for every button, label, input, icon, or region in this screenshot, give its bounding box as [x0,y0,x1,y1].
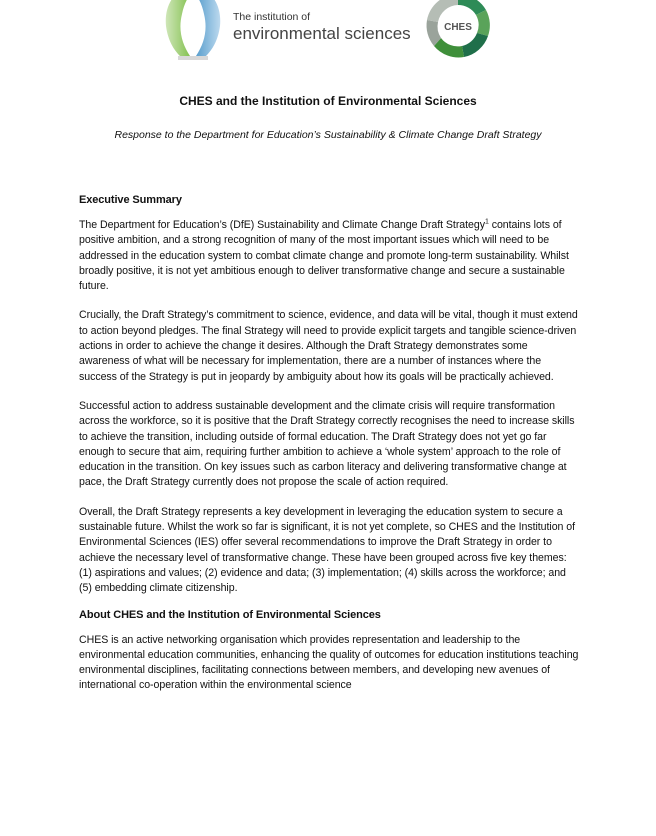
document-header [0,0,656,64]
footnote-marker[interactable]: 1 [484,218,489,226]
about-heading: About CHES and the Institution of Environmental Sciences [79,608,381,621]
ches-logo-icon [424,0,492,60]
ies-logo-line1: The institution of [233,11,311,23]
paragraph-5: CHES is an active networking organisation which provides representation and leadership to the environmental education communities, enhancing the quality of outcomes for education institutions teaching environmental disciplines, facilitating connections between members, and developing new avenues of international co-operation within the environmental science [79,633,579,692]
document-subtitle: Response to the Department for Education’s Sustainability & Climate Change Draft Strategy [114,129,542,141]
ches-logo-text: CHES [444,22,472,33]
paragraph-4: Overall, the Draft Strategy represents a key development in leveraging the education system to secure a sustainable future. Whilst the work so far is significant, it is not yet complete, so CHES and the Institution of Environmental Sciences (IES) offer several recommendations to improve the Draft Strategy in order to achieve the necessary level of transformative change. These have been grouped across five key themes: (1) aspirations and values; (2) evidence and data; (3) implementation; (4) skills across the workforce; and (5) embedding climate citizenship. [79,505,576,595]
paragraph-1-rest: contains lots of positive ambition, and a strong recognition of many of the most important issues which will need to be addressed in the education system to combat climate change and promote long-term sustainability. Whilst broadly positive, it is not yet ambitious enough to deliver transformative change and secure a sustainable future. [79,219,569,293]
document-title: CHES and the Institution of Environmental Sciences [179,94,477,108]
ies-logo-icon [160,0,226,60]
paragraph-1 [79,218,581,294]
ies-logo-line2: environmental sciences [233,23,411,43]
executive-summary-heading: Executive Summary [79,194,182,206]
paragraph-2: Crucially, the Draft Strategy’s commitment to science, evidence, and data will be vital, though it must extend to action beyond pledges. The final Strategy will need to provide explicit targets and tangible science-driven actions in order to achieve the change it desires. Although the Draft Strategy demonstrates some awareness of what will be necessary for implementation, there are a number of instances where the success of the Strategy is put in jeopardy by ambiguity about how its goals will be practically achieved. [79,309,578,383]
document-body [79,194,581,708]
ies-logo-wordmark [233,12,411,42]
paragraph-3: Successful action to address sustainable development and the climate crisis will require transformation across the workforce, so it is positive that the Draft Strategy correctly recognises the need to increase skills to achieve the transition, including outside of formal education. The Draft Strategy does not yet go far enough to secure that aim, requiring further ambition to achieve a ‘whole system’ approach to the role of education in the transition. On key issues such as carbon literacy and delivering transformative change at pace, the Draft Strategy currently does not propose the scale of action required. [79,399,575,489]
paragraph-1-start: The Department for Education’s (DfE) Sustainability and Climate Change Draft Strategy [79,219,485,231]
